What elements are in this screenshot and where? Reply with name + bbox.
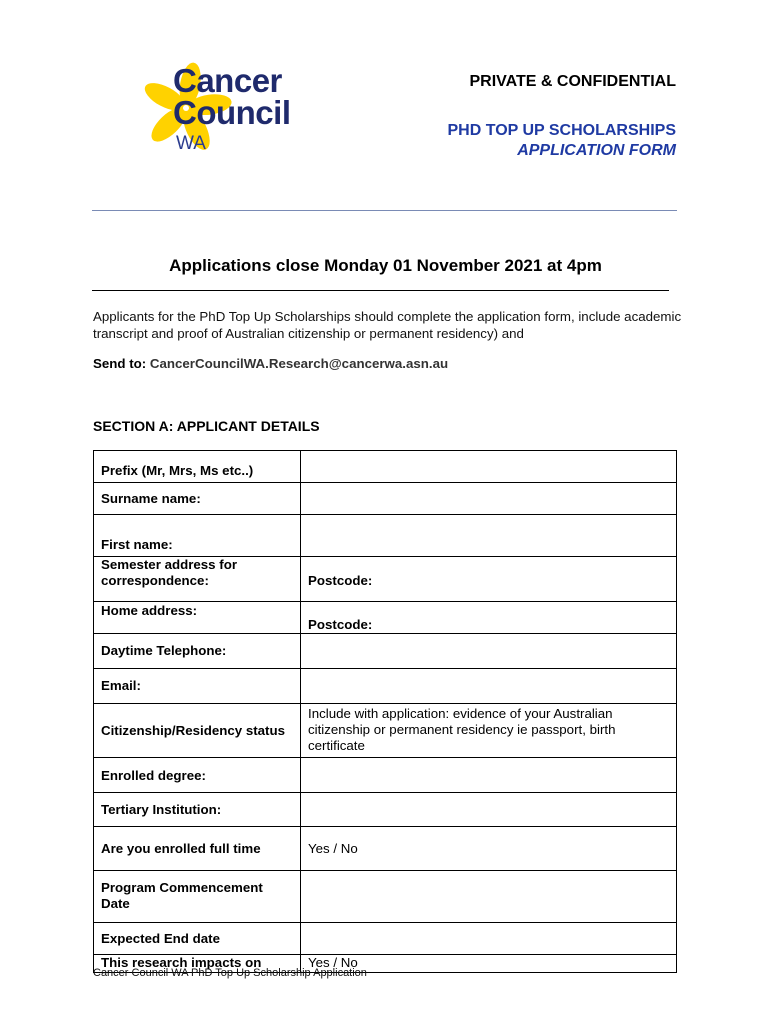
header-divider	[92, 210, 677, 211]
table-row	[94, 827, 677, 871]
send-to-line	[93, 356, 448, 371]
table-row	[94, 602, 677, 634]
table-row	[94, 483, 677, 515]
full-time-label: Are you enrolled full time	[94, 827, 301, 871]
closing-date-heading: Applications close Monday 01 November 2021 at 4pm	[169, 256, 602, 275]
tertiary-institution-field[interactable]	[301, 793, 677, 827]
research-impacts-label: This research impacts on	[94, 955, 301, 973]
email-label: Email:	[94, 669, 301, 704]
logo-text-cancer: Cancer	[173, 62, 282, 99]
table-row	[94, 871, 677, 923]
tertiary-institution-label: Tertiary Institution:	[94, 793, 301, 827]
table-row	[94, 704, 677, 758]
home-address-field[interactable]: Postcode:	[301, 602, 677, 634]
first-name-field[interactable]	[301, 515, 677, 557]
form-title-line1: PHD TOP UP SCHOLARSHIPS	[447, 122, 676, 139]
table-row	[94, 758, 677, 793]
semester-address-label: Semester address for correspondence:	[94, 557, 301, 602]
intro-paragraph: Applicants for the PhD Top Up Scholarships should complete the application form, include academic transcript and proof of Australian citizenship or permanent residency) and	[93, 309, 682, 341]
heading-underline	[92, 290, 669, 291]
confidential-label: PRIVATE & CONFIDENTIAL	[469, 73, 676, 90]
table-row	[94, 634, 677, 669]
expected-end-date-field[interactable]	[301, 923, 677, 955]
full-time-yes-no[interactable]: Yes / No	[301, 827, 677, 871]
commencement-date-label: Program Commencement Date	[94, 871, 301, 923]
semester-address-field[interactable]: Postcode:	[301, 557, 677, 602]
expected-end-date-label: Expected End date	[94, 923, 301, 955]
prefix-label: Prefix (Mr, Mrs, Ms etc..)	[94, 451, 301, 483]
enrolled-degree-field[interactable]	[301, 758, 677, 793]
page-footer: Cancer Council WA PhD Top Up Scholarship Application	[93, 967, 367, 979]
form-title-line2: APPLICATION FORM	[517, 142, 676, 159]
surname-field[interactable]	[301, 483, 677, 515]
enrolled-degree-label: Enrolled degree:	[94, 758, 301, 793]
section-a-title: SECTION A: APPLICANT DETAILS	[93, 418, 320, 434]
citizenship-field[interactable]: Include with application: evidence of your Australian citizenship or permanent residency ie passport, birth certificate	[301, 704, 677, 758]
daytime-telephone-label: Daytime Telephone:	[94, 634, 301, 669]
research-impacts-yes-no[interactable]: Yes / No	[301, 955, 677, 973]
surname-label: Surname name:	[94, 483, 301, 515]
send-to-email-link[interactable]: CancerCouncilWA.Research@cancerwa.asn.au	[149, 356, 449, 371]
table-row	[94, 923, 677, 955]
first-name-label: First name:	[94, 515, 301, 557]
table-row	[94, 793, 677, 827]
email-field[interactable]	[301, 669, 677, 704]
citizenship-label: Citizenship/Residency status	[94, 704, 301, 758]
prefix-field[interactable]	[301, 451, 677, 483]
logo-text-wa: WA	[176, 133, 206, 154]
table-row	[94, 557, 677, 602]
home-address-label: Home address:	[94, 602, 301, 634]
daytime-telephone-field[interactable]	[301, 634, 677, 669]
table-row	[94, 669, 677, 704]
table-row	[94, 515, 677, 557]
send-to-label: Send to:	[93, 356, 147, 371]
table-row	[94, 451, 677, 483]
applicant-details-table	[93, 450, 677, 973]
commencement-date-field[interactable]	[301, 871, 677, 923]
logo-text-council: Council	[173, 94, 291, 131]
